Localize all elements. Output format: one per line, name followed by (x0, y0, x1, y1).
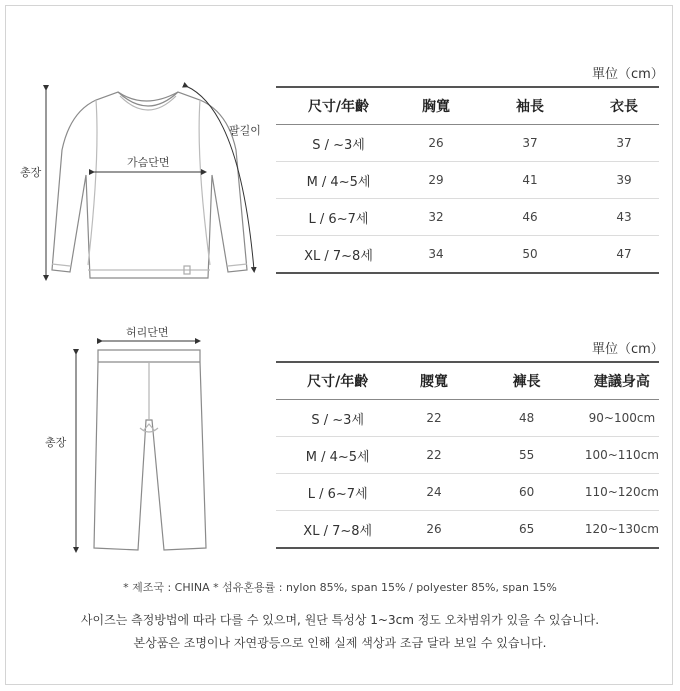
cell-length: 39 (589, 162, 659, 199)
cell-size: S / ~3세 (276, 125, 401, 162)
cell-chest: 34 (401, 236, 471, 274)
table-row (276, 236, 659, 274)
cell-size: XL / 7~8세 (276, 511, 399, 549)
pants-illustration (94, 350, 206, 550)
cell-length: 43 (589, 199, 659, 236)
cell-length: 37 (589, 125, 659, 162)
cell-pants-length: 60 (469, 474, 585, 511)
cell-pants-length: 48 (469, 400, 585, 437)
cell-height: 120~130cm (585, 511, 659, 549)
table-header-row (276, 87, 659, 125)
waist-label: 허리단면 (126, 326, 169, 339)
header-pants-length: 褲長 (469, 362, 585, 400)
cell-waist: 24 (399, 474, 468, 511)
chest-label: 가슴단면 (127, 156, 170, 169)
table-row (276, 125, 659, 162)
cell-sleeve: 41 (471, 162, 589, 199)
pants-length-label: 총장 (45, 436, 67, 449)
header-size: 尺寸/年齡 (276, 362, 399, 400)
table-row (276, 474, 659, 511)
cell-sleeve: 46 (471, 199, 589, 236)
material-note: * 제조국 : CHINA * 섬유혼용률 : nylon 85%, span 15% / polyester 85%, span 15% (123, 581, 557, 594)
cell-chest: 26 (401, 125, 471, 162)
top-size-table (276, 86, 659, 274)
cell-pants-length: 65 (469, 511, 585, 549)
color-disclaimer: 본상품은 조명이나 자연광등으로 인해 실제 색상과 조금 달라 보일 수 있습니다. (133, 636, 547, 650)
table-row (276, 199, 659, 236)
cell-size: L / 6~7세 (276, 199, 401, 236)
table-row (276, 437, 659, 474)
shirt-illustration (52, 92, 247, 278)
header-waist: 腰寬 (399, 362, 468, 400)
cell-chest: 32 (401, 199, 471, 236)
table-header-row (276, 362, 659, 400)
cell-sleeve: 37 (471, 125, 589, 162)
top-unit-label: 單位（cm） (592, 67, 664, 82)
size-disclaimer: 사이즈는 측정방법에 따라 다를 수 있으며, 원단 특성상 1~3cm 정도 오차범위가 있을 수 있습니다. (80, 613, 600, 627)
cell-chest: 29 (401, 162, 471, 199)
cell-size: M / 4~5세 (276, 437, 399, 474)
cell-size: S / ~3세 (276, 400, 399, 437)
header-chest: 胸寬 (401, 87, 471, 125)
cell-height: 100~110cm (585, 437, 659, 474)
cell-size: XL / 7~8세 (276, 236, 401, 274)
bottom-unit-label: 單位（cm） (592, 342, 664, 357)
header-size: 尺寸/年齡 (276, 87, 401, 125)
table-row (276, 511, 659, 549)
cell-waist: 22 (399, 400, 468, 437)
cell-waist: 22 (399, 437, 468, 474)
cell-sleeve: 50 (471, 236, 589, 274)
cell-size: L / 6~7세 (276, 474, 399, 511)
header-length: 衣長 (589, 87, 659, 125)
cell-size: M / 4~5세 (276, 162, 401, 199)
header-sleeve: 袖長 (471, 87, 589, 125)
bottom-size-table (276, 361, 659, 549)
cell-height: 90~100cm (585, 400, 659, 437)
sleeve-label: 팔길이 (229, 124, 261, 137)
table-row (276, 162, 659, 199)
cell-pants-length: 55 (469, 437, 585, 474)
cell-length: 47 (589, 236, 659, 274)
shirt-length-label: 총장 (20, 166, 42, 179)
cell-height: 110~120cm (585, 474, 659, 511)
cell-waist: 26 (399, 511, 468, 549)
header-height: 建議身高 (585, 362, 659, 400)
table-row (276, 400, 659, 437)
